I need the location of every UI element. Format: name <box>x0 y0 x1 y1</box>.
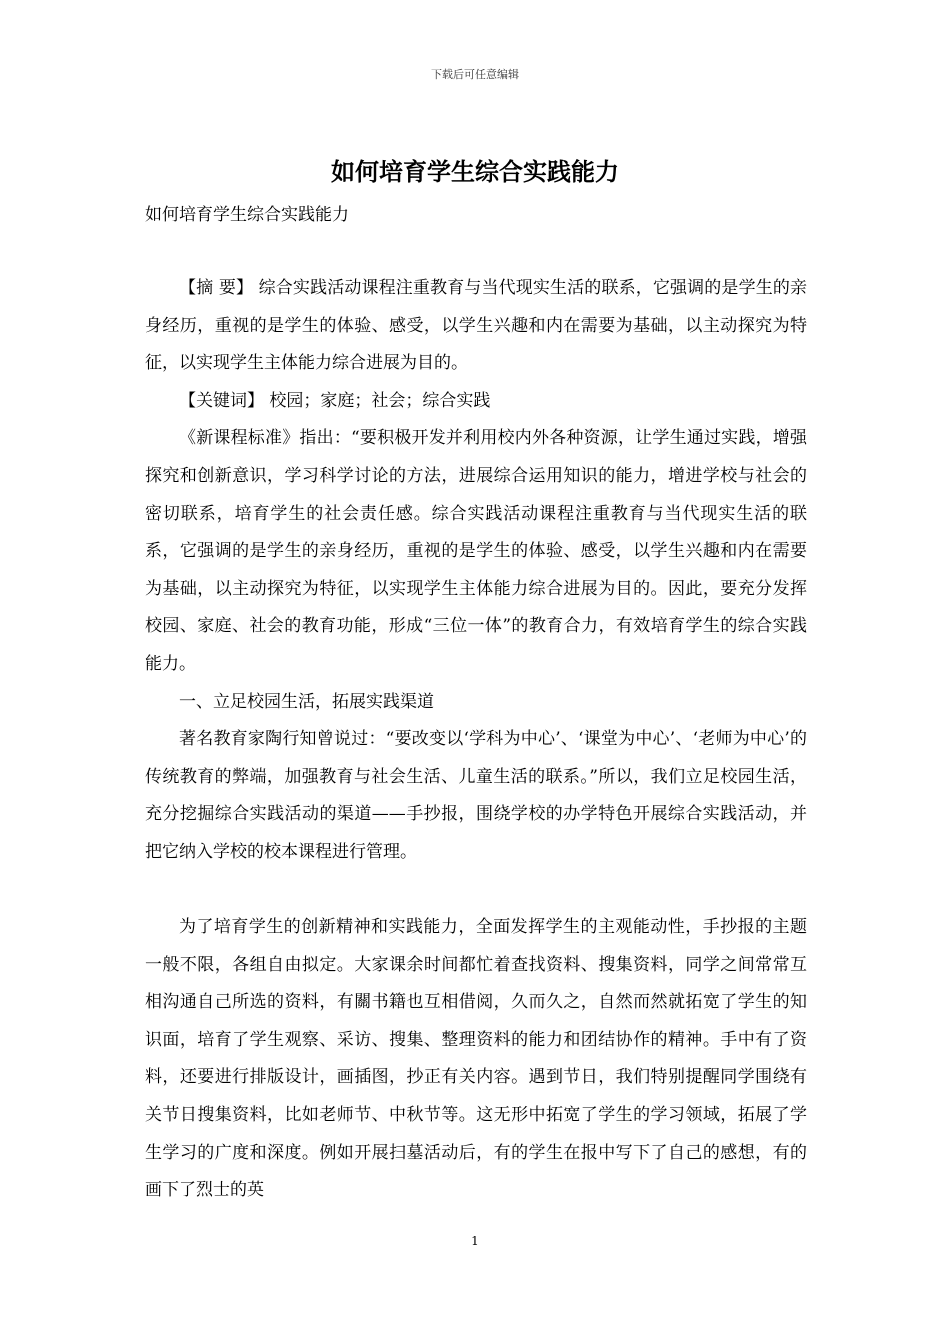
body-paragraph: 著名教育家陶行知曾说过：“要改变以‘学科为中心’、‘课堂为中心’、‘老师为中心’的传统教育的弊端，加强教育与社会生活、儿童生活的联系。”所以，我们立足校园生活，充分挖掘综合实践活动的渠道——手抄报，围绕学校的办学特色开展综合实践活动，并把它纳入学校的校本课程进行管理。 <box>145 729 807 862</box>
body-paragraph: 为了培育学生的创新精神和实践能力，全面发挥学生的主观能动性，手抄报的主题一般不限，各组自由拟定。大家课余时间都忙着查找资料、搜集资料，同学之间常常互相沟通自己所选的资料，有關书籍也互相借阅，久而久之，自然而然就拓宽了学生的知识面，培育了学生观察、采访、搜集、整理资料的能力和团结协作的精神。手中有了资料，还要进行排版设计，画插图，抄正有关内容。遇到节日，我们特别提醒同学围绕有关节日搜集资料，比如老师节、中秋节等。这无形中拓宽了学生的学习领域，拓展了学生学习的广度和深度。例如开展扫墓活动后，有的学生在报中写下了自己的感想，有的画下了烈士的英 <box>145 917 807 1201</box>
document-title: 如何培育学生综合实践能力 <box>331 158 619 186</box>
document-subtitle: 如何培育学生综合实践能力 <box>145 205 349 225</box>
section-heading: 一、立足校园生活，拓展实践渠道 <box>179 691 434 712</box>
document-body <box>145 270 807 1210</box>
abstract-paragraph: 【摘 要】 综合实践活动课程注重教育与当代现实生活的联系，它强调的是学生的亲身经历，重视的是学生的体验、感受，以学生兴趣和内在需要为基础，以主动探究为特征，以实现学生主体能力综合进展为目的。 <box>145 278 807 374</box>
intro-paragraph: 《新课程标准》指出：“要积极开发并利用校内外各种资源，让学生通过实践，增强探究和创新意识，学习科学讨论的方法，进展综合运用知识的能力，增进学校与社会的密切联系，培育学生的社会责任感。综合实践活动课程注重教育与当代现实生活的联系，它强调的是学生的亲身经历，重视的是学生的体验、感受，以学生兴趣和内在需要为基础，以主动探究为特征，以实现学生主体能力综合进展为目的。因此，要充分发挥校园、家庭、社会的教育功能，形成“三位一体”的教育合力，有效培育学生的综合实践能力。 <box>145 428 807 674</box>
keywords-paragraph: 【关键词】 校园；家庭；社会；综合实践 <box>179 390 491 411</box>
page-number: 1 <box>471 1234 479 1248</box>
page-header-note: 下载后可任意编辑 <box>431 68 519 81</box>
